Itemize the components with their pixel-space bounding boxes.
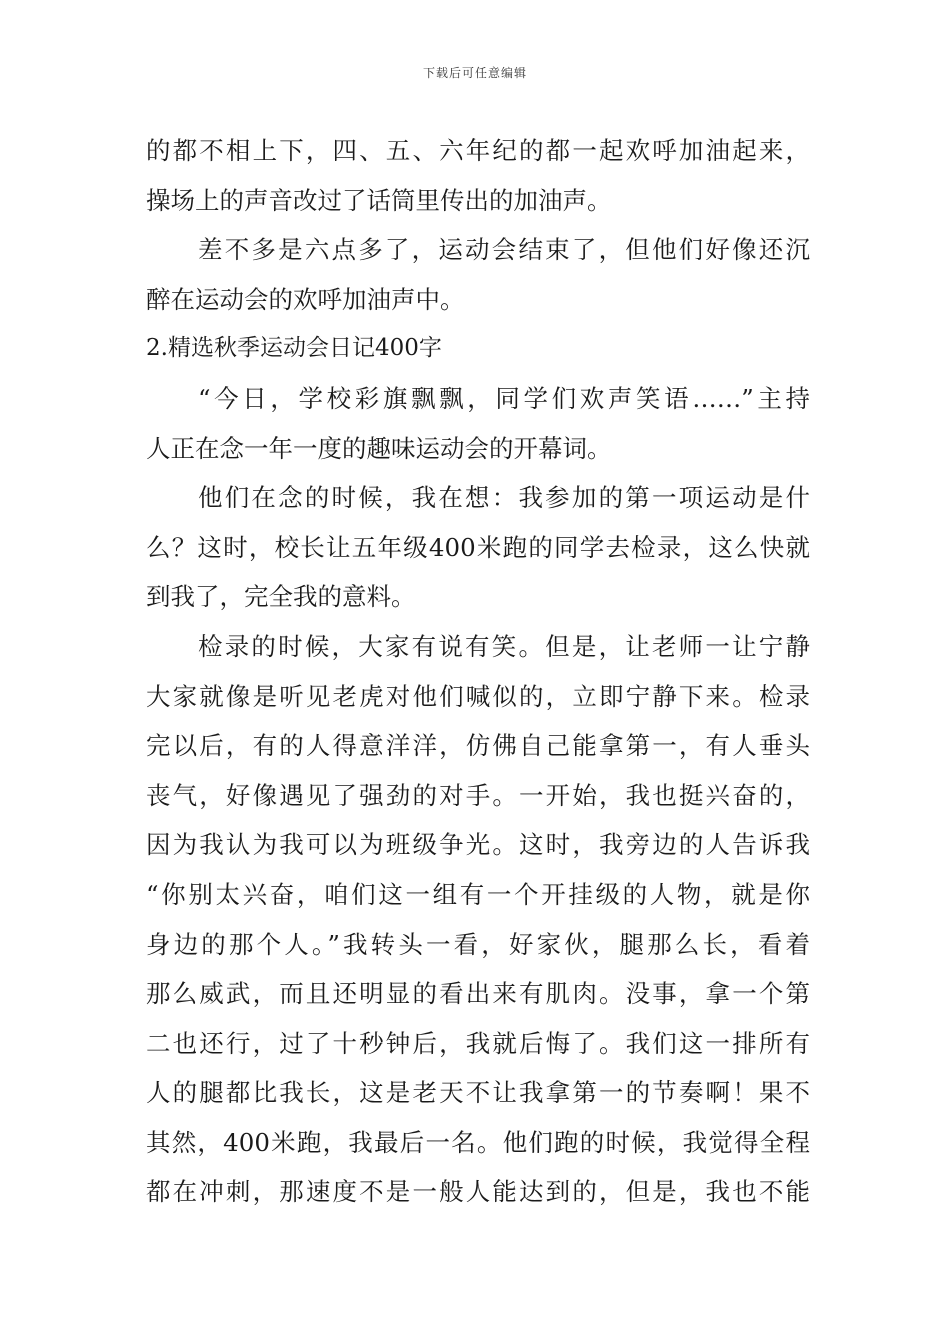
text-line: “今日，学校彩旗飘飘，同学们欢声笑语……”主持 — [198, 383, 810, 413]
text-line: 人正在念一年一度的趣味运动会的开幕词。 — [146, 433, 612, 463]
text-line: 到我了，完全我的意料。 — [146, 582, 416, 612]
text-line: 人的腿都比我长，这是老天不让我拿第一的节奏啊！果不 — [146, 1078, 810, 1108]
document-body — [146, 126, 810, 1217]
text-line: 他们在念的时候，我在想：我参加的第一项运动是什 — [198, 483, 810, 513]
section-heading: 2.精选秋季运动会日记400字 — [146, 335, 442, 362]
text-line: 差不多是六点多了，运动会结束了，但他们好像还沉 — [198, 235, 810, 265]
text-line: “你别太兴奋，咱们这一组有一个开挂级的人物，就是你 — [146, 879, 810, 909]
text-line: 其然，400米跑，我最后一名。他们跑的时候，我觉得全程 — [146, 1127, 810, 1157]
text-line: 大家就像是听见老虎对他们喊似的，立即宁静下来。检录 — [146, 681, 810, 711]
text-line: 检录的时候，大家有说有笑。但是，让老师一让宁静 — [198, 631, 810, 661]
text-line: 么？这时，校长让五年级400米跑的同学去检录，这么快就 — [146, 532, 810, 562]
text-line: 那么威武，而且还明显的看出来有肌肉。没事，拿一个第 — [146, 979, 810, 1009]
page-header: 下载后可任意编辑 — [422, 66, 527, 80]
text-line: 身边的那个人。”我转头一看，好家伙，腿那么长，看着 — [146, 929, 810, 959]
text-line: 二也还行，过了十秒钟后，我就后悔了。我们这一排所有 — [146, 1028, 810, 1058]
text-line: 因为我认为我可以为班级争光。这时，我旁边的人告诉我 — [146, 830, 810, 860]
text-line: 丧气，好像遇见了强劲的对手。一开始，我也挺兴奋的， — [146, 780, 810, 810]
text-line: 醉在运动会的欢呼加油声中。 — [146, 284, 465, 314]
text-line: 完以后，有的人得意洋洋，仿佛自己能拿第一，有人垂头 — [146, 731, 810, 761]
text-line: 都在冲刺，那速度不是一般人能达到的，但是，我也不能 — [146, 1177, 810, 1207]
text-line: 操场上的声音改过了话筒里传出的加油声。 — [146, 185, 612, 215]
text-line: 的都不相上下，四、五、六年纪的都一起欢呼加油起来， — [146, 136, 810, 165]
